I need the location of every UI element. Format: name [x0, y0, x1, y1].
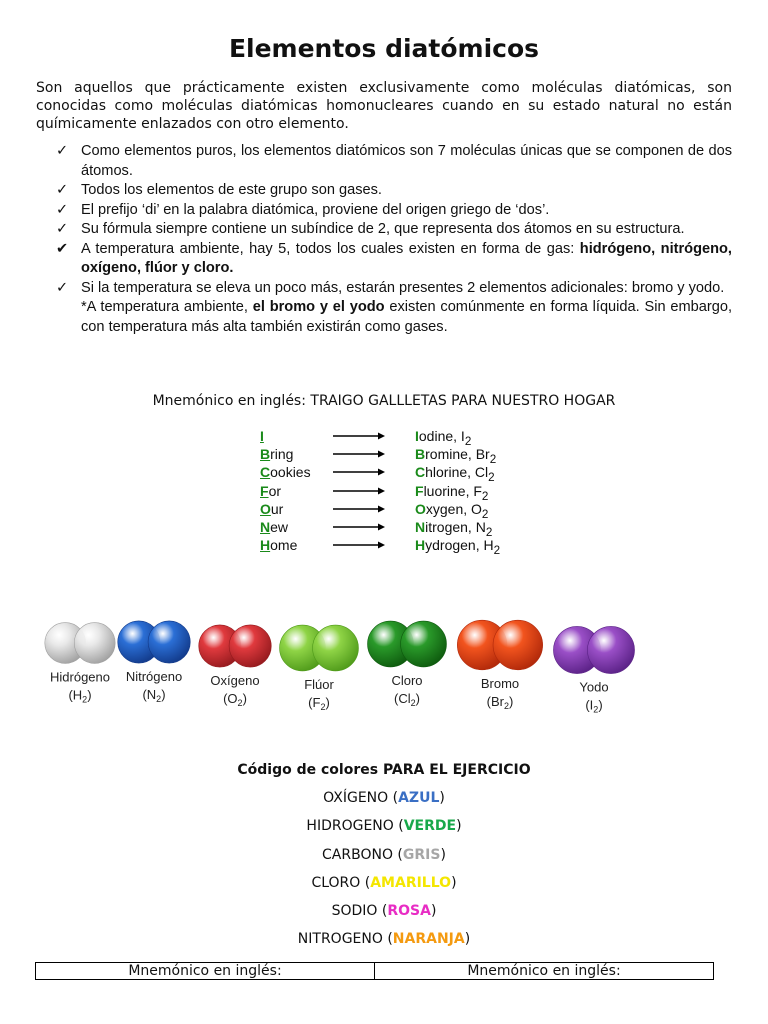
list-item: ✓ Su fórmula siempre contiene un subíndice de 2, que representa dos átomos en su estructura.: [56, 220, 732, 240]
legend-item: SODIO (ROSA): [331, 902, 437, 919]
atom-sphere: [401, 621, 447, 667]
atom-sphere: [493, 620, 543, 670]
legend-color-name: AZUL: [398, 790, 440, 807]
molecule-3: [199, 625, 272, 708]
molecule-formula: $(F_2)$: [308, 694, 330, 712]
molecule-formula: $(Br_2)$: [486, 693, 514, 711]
mnemonic-row: I Iodine, $I_2$: [260, 428, 472, 448]
molecule-1: [45, 623, 115, 705]
legend-item: OXÍGENO (AZUL): [323, 790, 445, 807]
mnemonic-row: Our Oxygen, $O_2$: [260, 500, 489, 521]
legend-item: HIDROGENO (VERDE): [306, 818, 462, 835]
molecule-name: Oxígeno: [210, 673, 260, 689]
molecule-4: [280, 625, 359, 712]
legend-item: CARBONO (GRIS): [322, 846, 446, 863]
atom-sphere: [148, 621, 190, 663]
list-item: ✓ Si la temperatura se eleva un poco más, estarán presentes 2 elementos adicionales: bromo y yodo. *A temperatura ambiente, el bromo y el yodo existen comúnmente en forma líquida. Sin embargo, con temperatura más alta también existirán como gases.: [56, 279, 733, 335]
arrow-icon: [332, 537, 386, 551]
check-icon: ✓: [56, 143, 69, 159]
check-icon: ✓: [56, 279, 69, 296]
atom-sphere: [229, 625, 271, 667]
legend-item: CLORO (AMARILLO): [311, 874, 457, 891]
gas-elements: hidrógeno, nitrógeno, oxígeno, flúor y cloro.: [81, 240, 732, 276]
molecule-formula: $(I_2)$: [585, 697, 603, 715]
molecule-2: [118, 621, 191, 704]
arrow-icon: [332, 464, 386, 478]
arrow-icon: [332, 519, 386, 533]
legend-color-name: NARANJA: [392, 931, 465, 948]
list-item: ✓ Todos los elementos de este grupo son gases.: [56, 181, 732, 201]
legend-item: NITROGENO (NARANJA): [297, 931, 471, 948]
molecule-7: [553, 626, 634, 714]
arrow-icon: [332, 483, 386, 497]
color-legend: [0, 762, 768, 959]
check-icon: ✓: [56, 221, 69, 237]
mnemonic-row: Home Hydrogen, $H_2$: [260, 537, 501, 557]
molecule-6: [457, 620, 542, 711]
diatomic-molecules-figure: [38, 598, 648, 723]
legend-color-name: ROSA: [387, 902, 431, 919]
molecule-formula: $(N_2)$: [142, 687, 166, 705]
mnemonic-diagram: [260, 428, 520, 555]
mnemonic-row: Cookies Chlorine, $Cl_2$: [260, 464, 495, 485]
mnemonic-row: New Nitrogen, $N_2$: [260, 518, 493, 539]
arrow-icon: [332, 501, 386, 515]
list-item: ✓ Como elementos puros, los elementos diatómicos son 7 moléculas únicas que se componen de dos átomos.: [56, 143, 732, 179]
atom-sphere: [587, 626, 634, 673]
mnemonic-row: Bring Bromine, $Br_2$: [260, 446, 497, 466]
legend-title: Código de colores PARA EL EJERCICIO: [237, 762, 531, 778]
mnemonic-table: [35, 962, 714, 980]
mnemonic-title: Mnemónico en inglés: TRAIGO GALLLETAS PARA NUESTRO HOGAR: [152, 393, 616, 409]
molecule-5: [368, 621, 447, 708]
molecule-formula: $(O_2)$: [223, 691, 247, 709]
molecule-name: Hidrógeno: [50, 669, 110, 685]
molecule-name: Cloro: [391, 672, 423, 688]
mnemonic-row: For Fluorine, $F_2$: [260, 482, 489, 503]
legend-color-name: VERDE: [403, 818, 457, 835]
atom-sphere: [313, 625, 359, 671]
atom-sphere: [74, 623, 115, 664]
facts-list: [56, 142, 732, 337]
molecule-formula: $(Cl_2)$: [394, 690, 420, 708]
page-title: Elementos diatómicos: [228, 34, 540, 63]
check-icon: ✓: [56, 201, 69, 218]
list-item: ✔ A temperatura ambiente, hay 5, todos los cuales existen en forma de gas: hidrógeno, nitrógeno, oxígeno, flúor y cloro.: [56, 240, 732, 276]
legend-color-name: AMARILLO: [370, 874, 452, 891]
table-header-cell: Mnemónico en inglés:: [36, 963, 375, 980]
molecule-formula: $(H_2)$: [68, 687, 92, 705]
molecule-name: Bromo: [480, 675, 520, 691]
arrow-icon: [332, 446, 386, 460]
molecule-name: Flúor: [304, 676, 334, 692]
molecule-name: Nitrógeno: [125, 669, 183, 685]
check-icon: ✔: [56, 240, 69, 257]
table-header-cell: Mnemónico en inglés:: [375, 963, 714, 980]
check-icon: ✓: [56, 182, 69, 198]
arrow-icon: [332, 428, 386, 442]
molecule-name: Yodo: [579, 679, 609, 695]
list-item: ✓ El prefijo ‘di’ en la palabra diatómica, proviene del origen griego de ‘dos’.: [56, 201, 732, 221]
legend-color-name: GRIS: [402, 846, 441, 863]
intro-paragraph: Son aquellos que prácticamente existen exclusivamente como moléculas diatómicas, son conocidas como moléculas diatómicas homonucleares cuando en su estado natural no están químicamente enlazados con otro elemento.: [36, 80, 732, 132]
